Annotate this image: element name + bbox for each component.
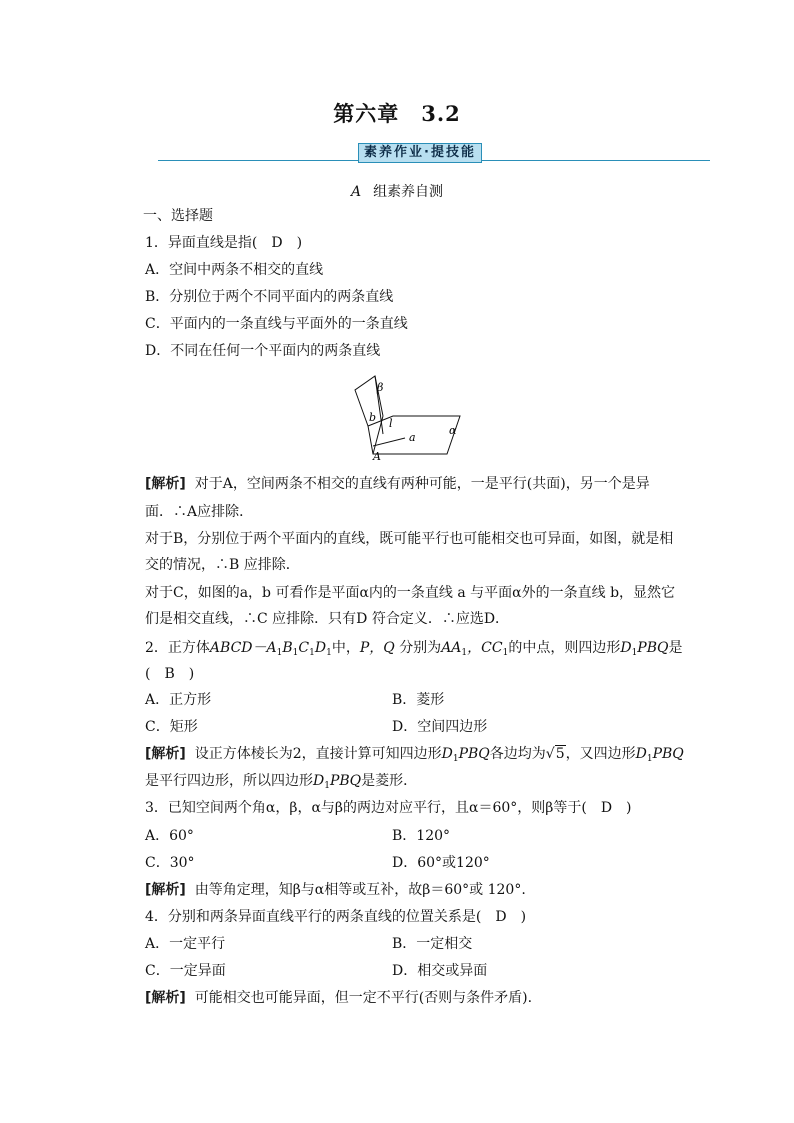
label-l: l [389,417,393,430]
group-prefix: A [350,184,362,200]
group-title-text: 组素养自测 [373,184,444,200]
q1-analysis-1 [145,474,650,494]
analysis-tag: [解析] [145,990,186,1006]
q1-analysis-4: 交的情况，∴B 应排除． [145,557,300,573]
q4-option-d: D．相交或异面 [392,963,488,979]
q1-analysis-3: 对于B，分别位于两个平面内的直线，既可能平行也可能相交也可异面，如图，就是相 [145,531,674,547]
q3-option-b: B．120° [392,828,451,844]
sqrt-5: √5 [545,746,565,762]
group-title [0,181,794,201]
q3-option-a: A．60° [145,828,194,844]
q3-option-d: D．60°或120° [392,855,490,871]
q1-analysis-6: 们是相交直线，∴C 应排除．只有D 符合定义．∴应选D． [145,611,510,627]
q4-stem: 4．分别和两条异面直线平行的两条直线的位置关系是( D ) [145,909,527,925]
label-b: b [369,411,377,424]
q4-option-c: C．一定异面 [145,963,226,979]
label-alpha: α [449,424,457,437]
q1-analysis-2: 面．∴A应排除． [145,504,254,520]
q1-option-a: A．空间中两条不相交的直线 [145,262,324,278]
q1-analysis-5: 对于C，如图的a，b 可看作是平面α内的一条直线 a 与平面α外的一条直线 b，显然它 [145,585,676,601]
q4-option-a: A．一定平行 [145,936,226,952]
q3-option-c: C．30° [145,855,195,871]
q2-stem: 2．正方体$ABCD-A_1B_1C_1D_1$中，P，Q 分别为$AA_1$，$CC_1$的中点，则四边形$D_1PBQ$是 [145,640,683,658]
q2-option-c: C．矩形 [145,719,198,735]
q1-option-c: C．平面内的一条直线与平面外的一条直线 [145,316,408,332]
q1-figure-planes [335,368,470,463]
analysis-text: 对于A，空间两条不相交的直线有两种可能，一是平行(共面)，另一个是异 [194,476,650,492]
q2-analysis-2: 是平行四边形，所以四边形$D_1PBQ$是菱形． [145,773,418,791]
section-heading: 一、选择题 [143,208,213,224]
q3-stem: 3．已知空间两个角α，β，α与β的两边对应平行，且α＝60°，则β等于( D ) [145,800,632,816]
label-a: a [409,431,416,444]
q3-analysis: [解析] 由等角定理，知β与α相等或互补，故β＝60°或 120°. [145,882,526,898]
line-a [373,438,405,446]
q2-answer: ( B ) [145,666,195,682]
q4-analysis: [解析] 可能相交也可能异面，但一定不平行(否则与条件矛盾). [145,990,533,1006]
chapter-title: 第六章 3.2 [333,101,461,126]
q2-option-d: D．空间四边形 [392,719,488,735]
q1-stem: 1．异面直线是指( D ) [145,235,303,251]
analysis-tag: [解析] [145,882,186,898]
analysis-tag: [解析] [145,476,186,492]
label-beta: β [377,381,384,394]
banner-label: 素养作业·提技能 [358,143,482,163]
q1-option-d: D．不同在任何一个平面内的两条直线 [145,343,381,359]
q1-option-b: B．分别位于两个不同平面内的两条直线 [145,289,394,305]
q2-analysis-1: [解析] 设正方体棱长为2，直接计算可知四边形$D_1PBQ$各边均为√5，又四边形$D_1PBQ$ [145,746,684,764]
q2-option-b: B．菱形 [392,692,445,708]
q4-option-b: B．一定相交 [392,936,473,952]
analysis-tag: [解析] [145,746,186,762]
q2-option-a: A．正方形 [145,692,212,708]
label-A: A [373,450,381,463]
section-banner [158,143,710,163]
